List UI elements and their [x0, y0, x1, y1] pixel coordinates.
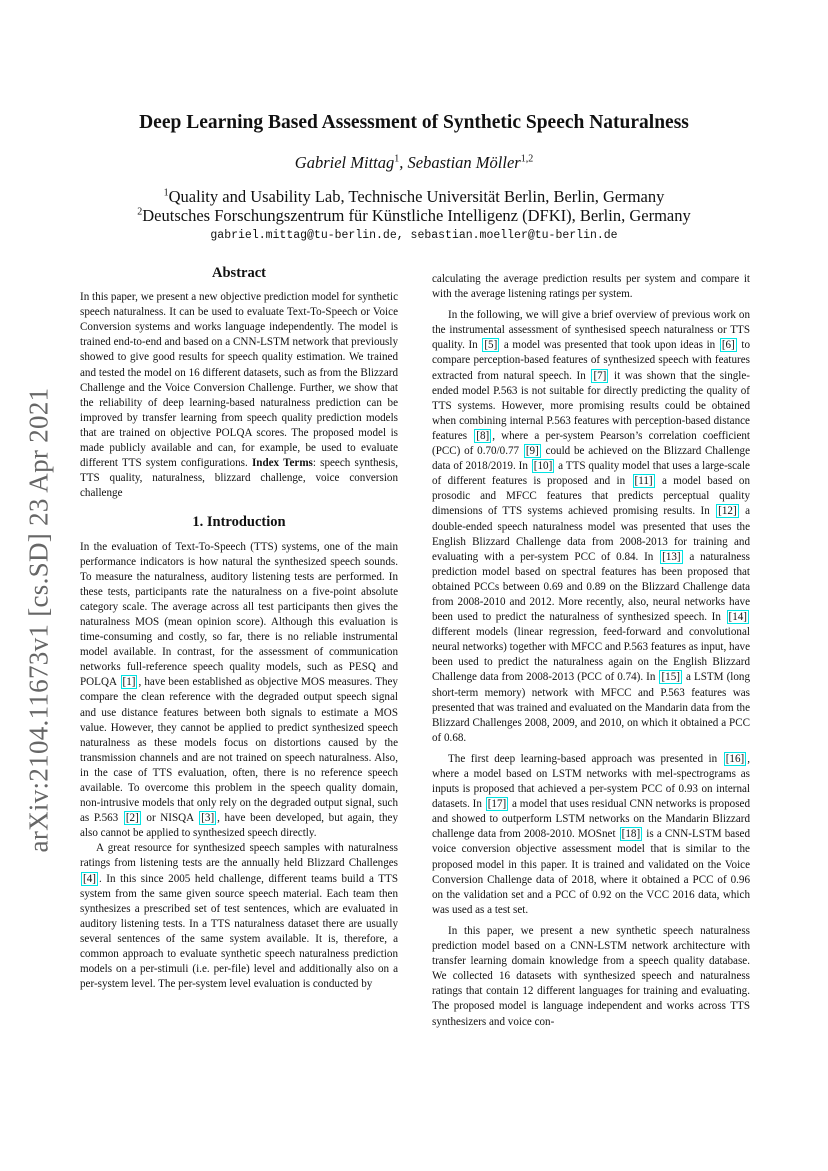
- text-run: it was shown that the single-ended model P.563 is not suitable for directly predicting the quality of TTS systems. However, more promising results could be obtained when combining internal P.563 features with perception-based distance features: [432, 369, 750, 442]
- citation-link[interactable]: [16]: [725, 752, 745, 765]
- text-run: a LSTM (long short-term memory) network with MFCC and P.563 features was presented that was trained and evaluated on the Mandarin data from the Blizzard Challenges 2008, 2009, and 2010, on which it obtained a PCC of 0.68.: [432, 671, 750, 744]
- text-run: to compare perception-based features of synthesized speech with features extracted from natural speech. In: [432, 339, 750, 382]
- citation-link[interactable]: [1]: [122, 676, 136, 689]
- text-run: , where a model based on LSTM networks with mel-spectrograms as inputs is proposed that achieved a per-system PCC of 0.93 on internal datasets. In: [432, 752, 750, 811]
- author-sup: 1,2: [520, 153, 534, 165]
- citation-link[interactable]: [2]: [125, 812, 139, 825]
- index-terms-label: Index Terms: [251, 457, 313, 470]
- text-run: is a CNN-LSTM based voice conversion objective assessment model that is similar to the proposed model in this paper. It is trained and validated on the Voice Conversion Challenge data of 2018, where it obtained a PCC of 0.96 on the validation set and a PCC of 0.92 on the VCC 2016 data, which was used as a test set.: [432, 828, 750, 916]
- left-column: [80, 266, 398, 992]
- citation-link[interactable]: [13]: [662, 550, 681, 563]
- citation-link[interactable]: [12]: [718, 505, 737, 518]
- abstract-heading: Abstract: [212, 265, 266, 281]
- citation-link[interactable]: [6]: [721, 339, 735, 352]
- citation-link[interactable]: [18]: [621, 828, 641, 841]
- text-run: a model was presented that took upon ideas in: [500, 339, 719, 352]
- right-paragraph-0: calculating the average prediction results per system and compare it with the average listening ratings per system.: [432, 273, 750, 301]
- affiliation-text: Deutsches Forschungszentrum für Künstliche Intelligenz (DFKI), Berlin, Germany: [142, 206, 691, 225]
- text-run: or NISQA: [141, 812, 199, 825]
- citation-link[interactable]: [14]: [728, 611, 747, 624]
- affiliation-1: [0, 187, 828, 207]
- text-run: A great resource for synthesized speech samples with naturalness ratings from listening tests are the annually held Blizzard Challenges: [80, 842, 398, 870]
- intro-paragraph-2: [80, 841, 398, 992]
- text-run: a model based on prosodic and MFCC features that predicts perceptual quality dimensions of TTS systems achieved promising results. In: [432, 475, 750, 518]
- author-sup: 1: [394, 153, 400, 165]
- affiliation-2: [0, 206, 828, 226]
- author-name: Gabriel Mittag: [294, 153, 395, 172]
- index-terms: : speech synthesis, TTS quality, naturalness, blizzard challenge, voice conversion challenge: [80, 457, 398, 500]
- text-run: a naturalness prediction model based on spectral features has been proposed that obtained PCCs between 0.69 and 0.89 on the Blizzard Challenge data from 2008-2010 and 2012. More recently, also, neural networks have been used to predict the naturalness of synthesized speech. In: [432, 550, 750, 624]
- affiliation-sup: 1: [163, 187, 169, 199]
- citation-link[interactable]: [9]: [525, 445, 539, 458]
- text-run: . In this since 2005 held challenge, different teams build a TTS system from the same given source speech material. Each team then synthesizes a prescribed set of test sentences, which are evaluated in auditory listening tests. In a TTS naturalness dataset there are usually several sentences of the same system available. It is, therefore, a common approach to evaluate synthetic speech naturalness prediction models on a per-stimuli (i.e. per-file) level and additionally also on a per-system level. The per-system level evaluation is conducted by: [80, 872, 398, 991]
- right-paragraph-1: [432, 308, 750, 746]
- abstract-text: [80, 290, 398, 501]
- author-line: Gabriel Mittag$^1$, Sebastian Möller$^{1,2}$: [294, 153, 534, 172]
- paper-title: Deep Learning Based Assessment of Synthetic Speech Naturalness: [139, 112, 689, 133]
- author-emails: gabriel.mittag@tu-berlin.de, sebastian.moeller@tu-berlin.de: [210, 229, 618, 242]
- text-run: , where a per-system Pearson’s correlation coefficient (PCC) of 0.70/0.77: [432, 429, 751, 458]
- author-name: Sebastian Möller: [407, 153, 521, 172]
- text-run: a model that uses residual CNN networks is proposed and showed to outperform LSTM networks on the Mandarin Blizzard challenge data from 2008-2010. MOSnet: [432, 798, 750, 841]
- text-run: could be achieved on the Blizzard Challenge data of 2018/2019. In: [432, 445, 750, 473]
- citation-link[interactable]: [4]: [83, 872, 96, 885]
- citation-link[interactable]: [15]: [661, 671, 680, 684]
- affiliation-text: Quality and Usability Lab, Technische Universität Berlin, Berlin, Germany: [168, 187, 665, 206]
- text-run: a double-ended speech naturalness model was presented that uses the English Blizzard Challenge data from 2008-2013 for training and evaluating with a per-system PCC of 0.84. In: [432, 505, 750, 563]
- citation-link[interactable]: [11]: [634, 475, 653, 488]
- citation-link[interactable]: [8]: [476, 429, 490, 442]
- intro-heading: 1. Introduction: [192, 514, 286, 531]
- intro-paragraph-1: [80, 540, 398, 842]
- right-column: [432, 272, 750, 1030]
- citation-link[interactable]: [10]: [533, 460, 553, 473]
- text-run: , have been developed, but again, they also cannot be applied to synthesized speech directly.: [80, 812, 398, 840]
- abstract-body: In this paper, we present a new objective prediction model for synthetic speech naturalness. It can be used to evaluate Text-To-Speech or Voice Conversion systems and works language independently. The model is trained end-to-end and based on a CNN-LSTM network that previously showed to give good results for speech quality estimation. We trained and tested the model on 16 different datasets, such as from the Blizzard Challenge and the Voice Conversion Challenge. Further, we show that the reliability of deep learning-based naturalness prediction can be improved by transfer learning from speech quality prediction models that are trained on objective POLQA scores. The proposed model is made publicly available and can, for example, be used to evaluate different TTS system configurations.: [80, 291, 398, 470]
- right-paragraph-2: [432, 752, 750, 918]
- text-run: In the evaluation of Text-To-Speech (TTS) systems, one of the main performance indicators is how natural the synthesized speech sounds. To measure the naturalness, auditory listening tests are performed. In these tests, participants rate the naturalness on a five-point absolute category scale. The average across all test participants then gives the naturalness MOS (mean opinion score). Although this evaluation is time-consuming and costly, so far, there is no reliable instrumental model available. In contrast, for the assessment of communication networks full-reference speech quality models, such as PESQ and POLQA: [80, 540, 398, 689]
- text-run: , have been established as objective MOS measures. They compare the clean reference with the degraded output speech signal and use distance features between both signals to estimate a MOS value. However, they cannot be applied to predict synthesized speech naturalness as these models focus on distortions caused by the transmission channels and are not trained on speech naturalness. Also, in the case of TTS evaluation, often, there is no reference speech available. To overcome this problem in the speech quality domain, non-intrusive models that only rely on the degraded output signal, such as P.563: [80, 676, 398, 825]
- citation-link[interactable]: [7]: [593, 369, 607, 382]
- arxiv-identifier-text: arXiv:2104.11673v1 [cs.SD] 23 Apr 2021: [23, 387, 54, 853]
- text-run: different models (linear regression, feed-forward and convolutional neural networks) together with MFCC and P.563 features as input, have been used to predict the naturalness again on the English Blizzard Challenge data from 2008-2013 (PCC of 0.74). In: [432, 626, 750, 684]
- affiliation-sup: 2: [137, 206, 143, 218]
- arxiv-identifier: [14, 360, 64, 880]
- text-run: In the following, we will give a brief overview of previous work on the instrumental assessment of synthesised speech naturalness or TTS quality. In: [432, 309, 750, 352]
- citation-link[interactable]: [3]: [201, 812, 215, 825]
- citation-link[interactable]: [5]: [484, 339, 498, 352]
- text-run: a TTS quality model that uses a large-scale of different features is proposed and in: [432, 460, 750, 488]
- right-paragraph-3: In this paper, we present a new synthetic speech naturalness prediction model based on a CNN-LSTM network architecture with transfer learning domain knowledge from a speech quality database. We collected 16 datasets with synthesized speech and naturalness ratings that contain 12 different languages for training and evaluating. The proposed model is language independent and works across TTS synthesizers and voice con-: [432, 924, 750, 1028]
- citation-link[interactable]: [17]: [487, 798, 507, 811]
- text-run: The first deep learning-based approach was presented in: [448, 752, 723, 765]
